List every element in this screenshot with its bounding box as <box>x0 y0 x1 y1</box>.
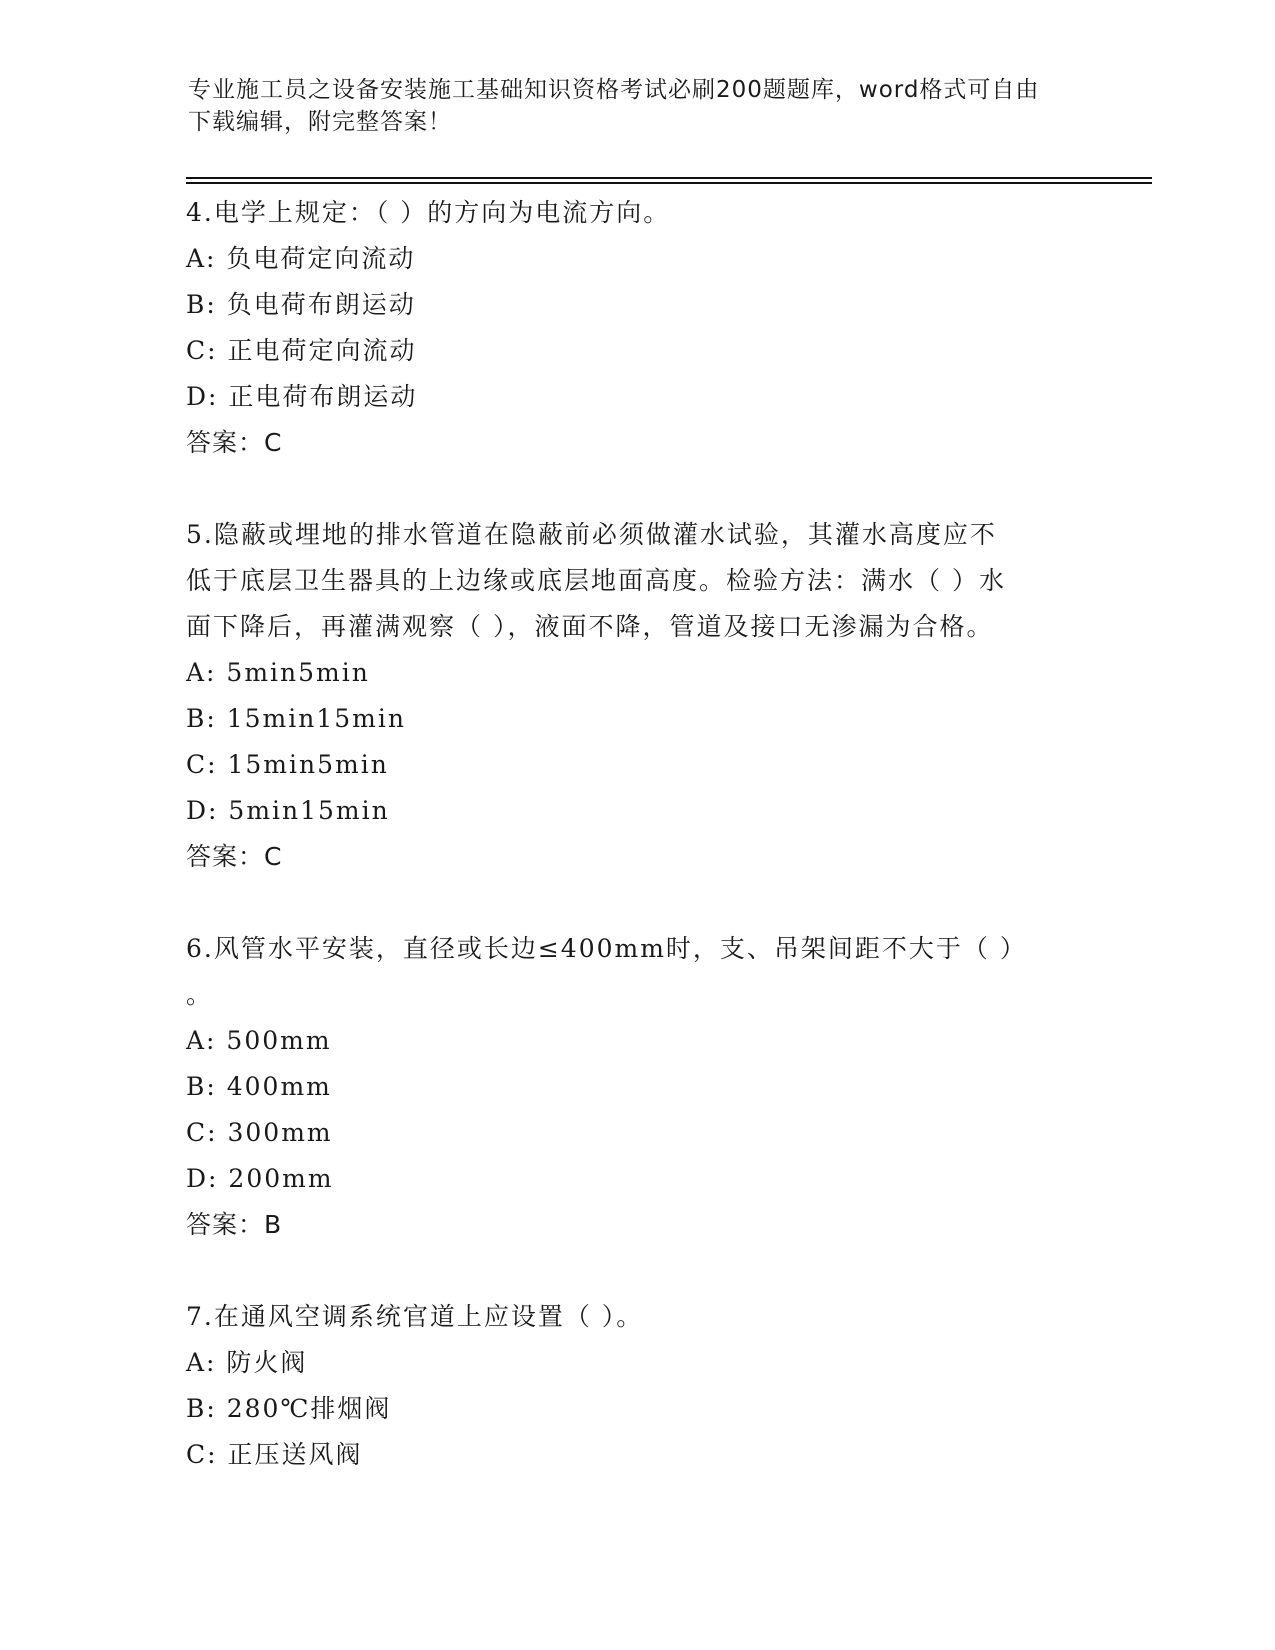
option-a: A: 500mm <box>186 1026 332 1055</box>
document-header <box>188 74 1088 138</box>
question-spacer <box>186 466 1086 512</box>
question-text: 低于底层卫生器具的上边缘或底层地面高度。检验方法：满水（ ）水 <box>186 566 1006 595</box>
option-d: D: 5min15min <box>186 796 390 825</box>
question-text: 5.隐蔽或埋地的排水管道在隐蔽前必须做灌水试验，其灌水高度应不 <box>186 520 997 549</box>
question-block <box>186 926 1086 1248</box>
option-c: C: 300mm <box>186 1118 333 1147</box>
question-text: 4.电学上规定：（ ）的方向为电流方向。 <box>186 198 671 227</box>
option-b: B: 负电荷布朗运动 <box>186 290 416 319</box>
header-line-1: 专业施工员之设备安装施工基础知识资格考试必刷200题题库，word格式可自由 <box>188 77 1040 103</box>
option-d: D: 200mm <box>186 1164 334 1193</box>
question-text: 7.在通风空调系统官道上应设置（ ）。 <box>186 1302 644 1331</box>
question-text: 。 <box>186 980 214 1009</box>
option-a: A: 负电荷定向流动 <box>186 244 416 273</box>
question-list <box>186 190 1086 1478</box>
answer-text: 答案：B <box>186 1210 283 1239</box>
option-c: C: 正压送风阀 <box>186 1440 363 1469</box>
option-b: B: 280℃排烟阀 <box>186 1394 392 1423</box>
header-divider-top <box>186 177 1152 179</box>
question-block <box>186 1294 1086 1478</box>
question-text: 6.风管水平安装，直径或长边≤400mm时，支、吊架间距不大于（ ） <box>186 934 1027 963</box>
option-a: A: 防火阀 <box>186 1348 308 1377</box>
option-b: B: 400mm <box>186 1072 332 1101</box>
answer-text: 答案：C <box>186 842 283 871</box>
question-block <box>186 512 1086 880</box>
header-divider-bottom <box>186 182 1152 184</box>
option-a: A: 5min5min <box>186 658 370 687</box>
question-text: 面下降后，再灌满观察（ ），液面不降，管道及接口无渗漏为合格。 <box>186 612 994 641</box>
answer-text: 答案：C <box>186 428 283 457</box>
header-line-2: 下载编辑，附完整答案！ <box>188 109 452 135</box>
question-spacer <box>186 1248 1086 1294</box>
option-c: C: 15min5min <box>186 750 389 779</box>
option-d: D: 正电荷布朗运动 <box>186 382 418 411</box>
question-spacer <box>186 880 1086 926</box>
option-c: C: 正电荷定向流动 <box>186 336 417 365</box>
option-b: B: 15min15min <box>186 704 406 733</box>
question-block <box>186 190 1086 466</box>
